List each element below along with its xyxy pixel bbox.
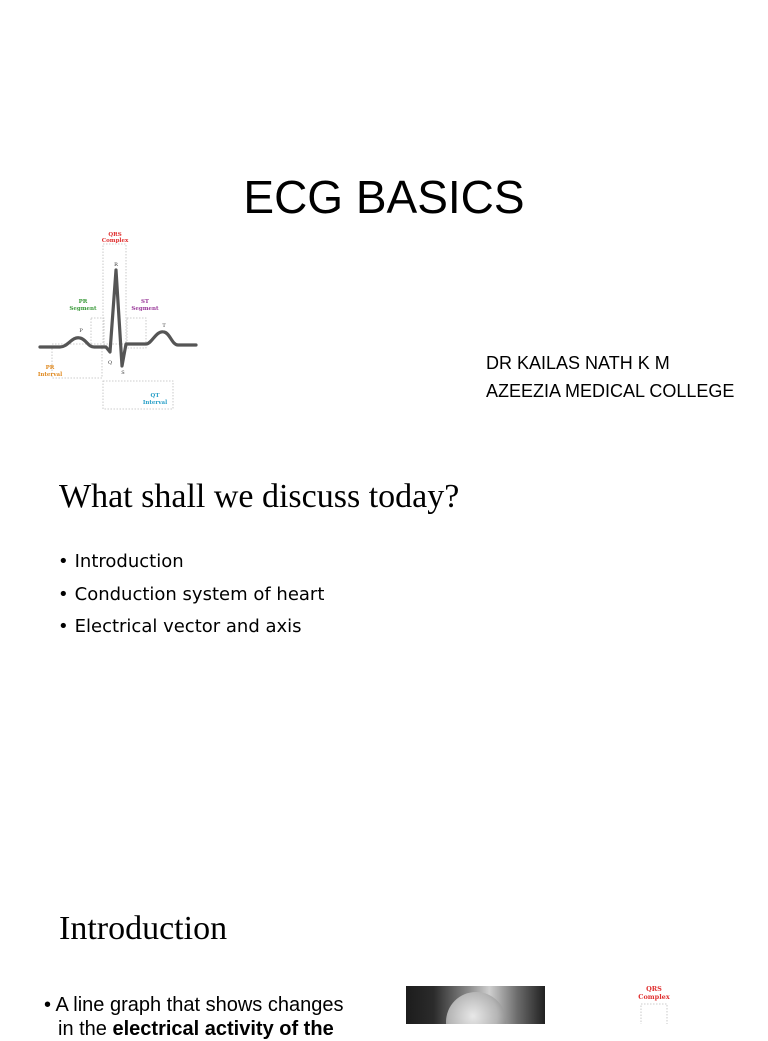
- author-block: [486, 349, 734, 405]
- ecg-waveform-diagram: [34, 226, 204, 412]
- introduction-bullet-text: A line graph that shows changes: [55, 994, 344, 1016]
- list-item: • Introduction: [58, 549, 324, 582]
- agenda-title: What shall we discuss today?: [59, 478, 460, 515]
- introduction-bullet: • A line graph that shows changes in the electrical activity of the: [44, 994, 344, 1040]
- st-segment-label-1: ST: [140, 299, 150, 305]
- wave-label-t: T: [162, 323, 166, 329]
- qt-interval-label-2: Interval: [142, 400, 168, 406]
- portrait-head: [446, 992, 506, 1024]
- st-segment-label-2: Segment: [131, 306, 159, 312]
- slide-title: [0, 0, 768, 432]
- wave-label-s: S: [121, 370, 125, 376]
- pr-guide: [91, 318, 104, 348]
- author-institution: AZEEZIA MEDICAL COLLEGE: [486, 381, 735, 401]
- thumb-qrs-label-1: QRS: [646, 985, 662, 993]
- pr-segment-label-1: PR: [78, 299, 88, 305]
- thumb-qrs-label-2: Complex: [638, 993, 670, 1001]
- pr-interval-label-1: PR: [45, 365, 55, 371]
- list-item: • Electrical vector and axis: [58, 614, 324, 647]
- ecg-diagram-thumbnail: [630, 984, 680, 1024]
- introduction-title: Introduction: [59, 910, 228, 947]
- slide-title-heading: ECG BASICS: [243, 171, 525, 223]
- portrait-photo: [406, 986, 545, 1024]
- introduction-bullet-bold: electrical activity of the: [112, 1018, 334, 1040]
- wave-label-r: R: [114, 262, 118, 268]
- wave-label-p: P: [79, 328, 83, 334]
- pr-interval-label-2: Interval: [37, 372, 63, 378]
- wave-label-q: Q: [107, 360, 113, 366]
- author-name: DR KAILAS NATH K M: [486, 353, 670, 373]
- introduction-bullet-cont: in the: [58, 1018, 113, 1040]
- qt-interval-label-1: QT: [150, 393, 160, 399]
- qrs-label-2: Complex: [101, 238, 129, 244]
- ecg-trace: [40, 270, 196, 366]
- qrs-label-1: QRS: [108, 232, 122, 238]
- list-item: • Conduction system of heart: [58, 582, 324, 615]
- pr-segment-label-2: Segment: [69, 306, 97, 312]
- agenda-list: [58, 549, 324, 647]
